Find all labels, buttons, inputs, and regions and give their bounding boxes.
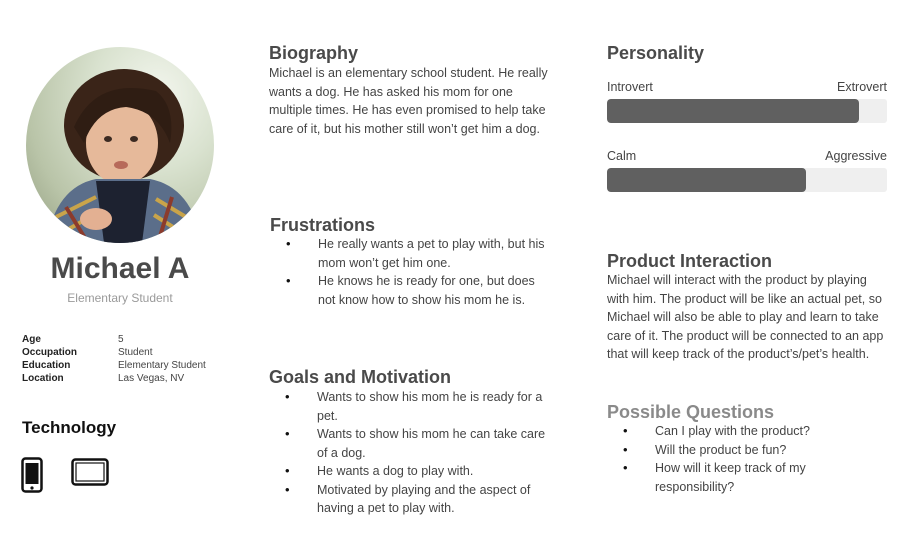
fact-row-age <box>22 333 206 346</box>
fact-value: Las Vegas, NV <box>118 373 185 384</box>
fact-value: Elementary Student <box>118 360 206 371</box>
scale-right-label: Aggressive <box>825 149 887 163</box>
scale-left-label: Calm <box>607 149 637 163</box>
list-item: • Motivated by playing and the aspect of having a pet to play with. <box>269 481 549 518</box>
persona-facts <box>22 333 206 385</box>
fact-value: 5 <box>118 334 124 345</box>
scale-fill <box>607 99 859 123</box>
biography-title: Biography <box>269 43 359 63</box>
list-item: • He knows he is ready for one, but does not know how to show his mom he is. <box>270 272 550 309</box>
scale-fill <box>607 168 806 192</box>
smartphone-icon <box>21 457 43 498</box>
fact-key: Education <box>22 360 71 371</box>
scale-left-label: Introvert <box>607 80 653 94</box>
product-interaction-text: Michael will interact with the product by playing with him. The product will be like an actual pet, so Michael will also be able to play and learn to take care of it. The product will be connected to an app that will keep track of the product’s/pet’s health. <box>607 273 884 361</box>
persona-photo <box>26 47 214 243</box>
goals-list <box>269 388 549 518</box>
fact-row-occupation <box>22 346 206 359</box>
list-item: • How will it keep track of my responsibility? <box>607 459 867 496</box>
fact-key: Occupation <box>22 347 78 358</box>
biography-text: Michael is an elementary school student. He really wants a dog. He has asked his mom for one multiple times. He has even promised to help take care of it, but his mother still won’t get him a dog. <box>269 66 548 136</box>
fact-key: Age <box>22 334 41 345</box>
scale-track <box>607 168 887 192</box>
fact-key: Location <box>22 373 64 384</box>
scale-track <box>607 99 887 123</box>
list-item: • Can I play with the product? <box>607 422 867 441</box>
fact-value: Student <box>118 347 153 358</box>
product-interaction-title: Product Interaction <box>607 251 773 271</box>
fact-row-education <box>22 359 206 372</box>
frustrations-title: Frustrations <box>270 215 376 235</box>
list-item: • Will the product be fun? <box>607 441 867 460</box>
persona-name: Michael A <box>50 252 190 285</box>
fact-row-location <box>22 372 206 385</box>
possible-questions-list <box>607 422 867 496</box>
list-item: • Wants to show his mom he can take care of a dog. <box>269 425 549 462</box>
list-item: • Wants to show his mom he is ready for a pet. <box>269 388 549 425</box>
list-item: • He really wants a pet to play with, but his mom won’t get him one. <box>270 235 550 272</box>
goals-title: Goals and Motivation <box>269 367 452 387</box>
scale-right-label: Extrovert <box>836 80 887 94</box>
possible-questions-title: Possible Questions <box>607 402 775 422</box>
frustrations-list <box>270 235 550 309</box>
list-item: • He wants a dog to play with. <box>269 462 549 481</box>
personality-title: Personality <box>607 43 705 63</box>
personality-scale-calm-aggressive <box>607 149 887 192</box>
technology-title: Technology <box>22 418 117 437</box>
child-portrait-image <box>26 47 214 243</box>
tablet-icon <box>71 458 109 491</box>
personality-scale-introvert-extrovert <box>607 80 887 123</box>
persona-role: Elementary Student <box>67 291 173 305</box>
